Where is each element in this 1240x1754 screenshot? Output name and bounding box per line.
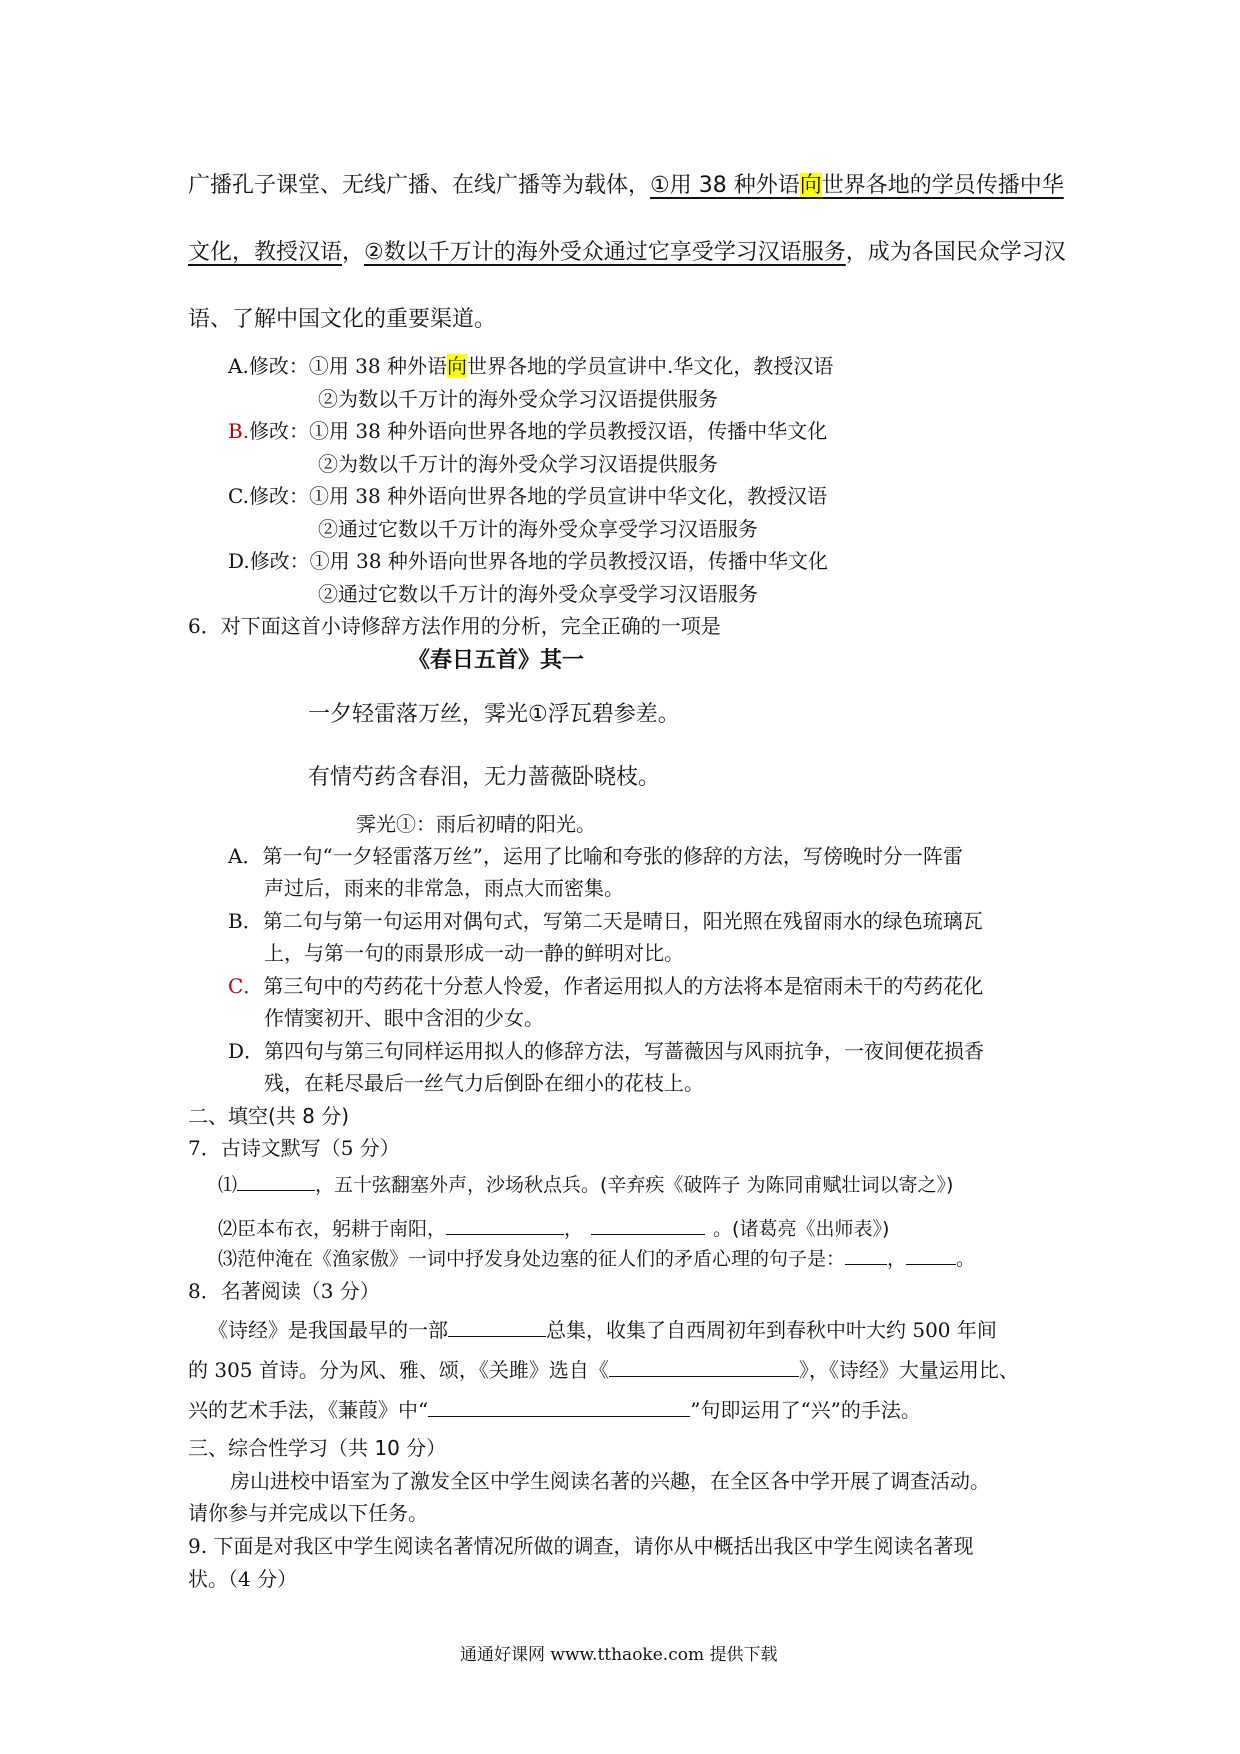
q6-option-b-line2: 上，与第一句的雨景形成一动一静的鲜明对比。 bbox=[264, 941, 684, 965]
section-3-intro-1: 房山进校中语室为了激发全区中学生阅读名著的兴趣，在全区各中学开展了调查活动。 bbox=[230, 1469, 990, 1493]
q7-2: ⑵臣本布衣，躬耕于南阳， ， 。(诸葛亮《出师表》) bbox=[218, 1214, 889, 1241]
q8-line-2: 的 305 首诗。分为风、雅、颂，《关雎》选自《 》，《诗经》大量运用比、 bbox=[188, 1358, 1019, 1382]
q6-stem: 6．对下面这首小诗修辞方法作用的分析，完全正确的一项是 bbox=[188, 614, 721, 638]
passage-line-2: 文化，教授汉语，②数以千万计的海外受众通过它享受学习汉语服务，成为各国民众学习汉 bbox=[188, 240, 1066, 265]
q5-option-d-line1: D.修改：①用 38 种外语向世界各地的学员教授汉语，传播中华文化 bbox=[228, 549, 828, 573]
underlined-phrase-2: ②数以千万计的海外受众通过它享受学习汉语服务 bbox=[364, 240, 846, 265]
q8-heading: 8．名著阅读（3 分） bbox=[188, 1279, 380, 1303]
fill-blank[interactable] bbox=[591, 1214, 705, 1235]
passage-text: 广播孔子课堂、无线广播、在线广播等为载体， bbox=[188, 173, 651, 198]
passage-line-1 bbox=[188, 168, 1064, 199]
q7-3: ⑶范仲淹在《渔家傲》一词中抒发身处边塞的征人们的矛盾心理的句子是： ， 。 bbox=[218, 1244, 975, 1271]
q9-line-2: 状。（4 分） bbox=[188, 1567, 298, 1591]
q6-option-c-line1: C．第三句中的芍药花十分惹人怜爱，作者运用拟人的方法将本是宿雨未干的芍药花化 bbox=[228, 974, 984, 998]
fill-blank[interactable] bbox=[845, 1244, 887, 1265]
q8-line-1: 《诗经》是我国最早的一部 总集，收集了自西周初年到春秋中叶大约 500 年间 bbox=[208, 1318, 997, 1342]
underlined-phrase-1: ①用 38 种外语向世界各地的学员传播中华 bbox=[650, 173, 1064, 198]
q8-line-3: 兴的艺术手法，《蒹葭》中“ ”句即运用了“兴”的手法。 bbox=[188, 1398, 921, 1422]
poem-line-2: 有情芍药含春泪，无力蔷薇卧晓枝。 bbox=[308, 765, 661, 790]
fill-blank[interactable] bbox=[428, 1396, 690, 1417]
answer-letter: B. bbox=[228, 419, 250, 443]
fill-blank[interactable] bbox=[906, 1244, 956, 1265]
poem-line-1: 一夕轻雷落万丝，霁光①浮瓦碧参差。 bbox=[308, 702, 680, 727]
fill-blank[interactable] bbox=[237, 1170, 315, 1191]
fill-blank[interactable] bbox=[609, 1356, 799, 1377]
passage-line-3: 语、了解中国文化的重要渠道。 bbox=[188, 307, 497, 332]
q9-line-1: 9. 下面是对我区中学生阅读名著情况所做的调查，请你从中概括出我区中学生阅读名著现 bbox=[188, 1534, 974, 1558]
highlighted-char: 向 bbox=[446, 354, 467, 378]
q5-option-b-line1: B.修改：①用 38 种外语向世界各地的学员教授汉语，传播中华文化 bbox=[228, 419, 828, 443]
q7-heading: 7．古诗文默写（5 分） bbox=[188, 1136, 400, 1160]
q5-option-a-line2: ②为数以千万计的海外受众学习汉语提供服务 bbox=[318, 387, 718, 411]
section-3-heading: 三、综合性学习（共 10 分） bbox=[188, 1436, 447, 1460]
q6-option-c-line2: 作情窦初开、眼中含泪的少女。 bbox=[264, 1006, 544, 1030]
section-3-intro-2: 请你参与并完成以下任务。 bbox=[188, 1501, 428, 1525]
poem-title: 《春日五首》其一 bbox=[408, 648, 585, 673]
q5-option-d-line2: ②通过它数以千万计的海外受众享受学习汉语服务 bbox=[318, 582, 758, 606]
answer-letter: C． bbox=[228, 974, 264, 998]
q6-option-d-line1: D．第四句与第三句同样运用拟人的修辞方法，写蔷薇因与风雨抗争，一夜间便花损香 bbox=[228, 1039, 985, 1063]
q6-option-d-line2: 残，在耗尽最后一丝气力后倒卧在细小的花枝上。 bbox=[264, 1071, 704, 1095]
underlined-phrase-1-cont: 文化，教授汉语 bbox=[188, 240, 343, 265]
q5-option-a-line1: A.修改：①用 38 种外语向世界各地的学员宣讲中.华文化，教授汉语 bbox=[228, 354, 834, 378]
q7-1: ⑴ ，五十弦翻塞外声，沙场秋点兵。(辛弃疾《破阵子 为陈同甫赋壮词以寄之》) bbox=[218, 1170, 953, 1197]
footer-text: 通通好课网 www.tthaoke.com 提供下载 bbox=[460, 1645, 778, 1665]
poem-note: 霁光①：雨后初晴的阳光。 bbox=[356, 812, 596, 836]
section-2-heading: 二、填空(共 8 分) bbox=[188, 1104, 350, 1128]
q6-option-a-line1: A．第一句“一夕轻雷落万丝”，运用了比喻和夸张的修辞的方法，写傍晚时分一阵雷 bbox=[228, 844, 963, 868]
q6-option-a-line2: 声过后，雨来的非常急，雨点大而密集。 bbox=[264, 876, 624, 900]
fill-blank[interactable] bbox=[446, 1214, 564, 1235]
highlighted-char: 向 bbox=[799, 173, 822, 198]
q5-option-b-line2: ②为数以千万计的海外受众学习汉语提供服务 bbox=[318, 452, 718, 476]
fill-blank[interactable] bbox=[448, 1316, 546, 1337]
q5-option-c-line2: ②通过它数以千万计的海外受众享受学习汉语服务 bbox=[318, 517, 758, 541]
q6-option-b-line1: B．第二句与第一句运用对偶句式，写第二天是晴日，阳光照在残留雨水的绿色琉璃瓦 bbox=[228, 909, 983, 933]
q5-option-c-line1: C.修改：①用 38 种外语向世界各地的学员宣讲中华文化，教授汉语 bbox=[228, 484, 828, 508]
